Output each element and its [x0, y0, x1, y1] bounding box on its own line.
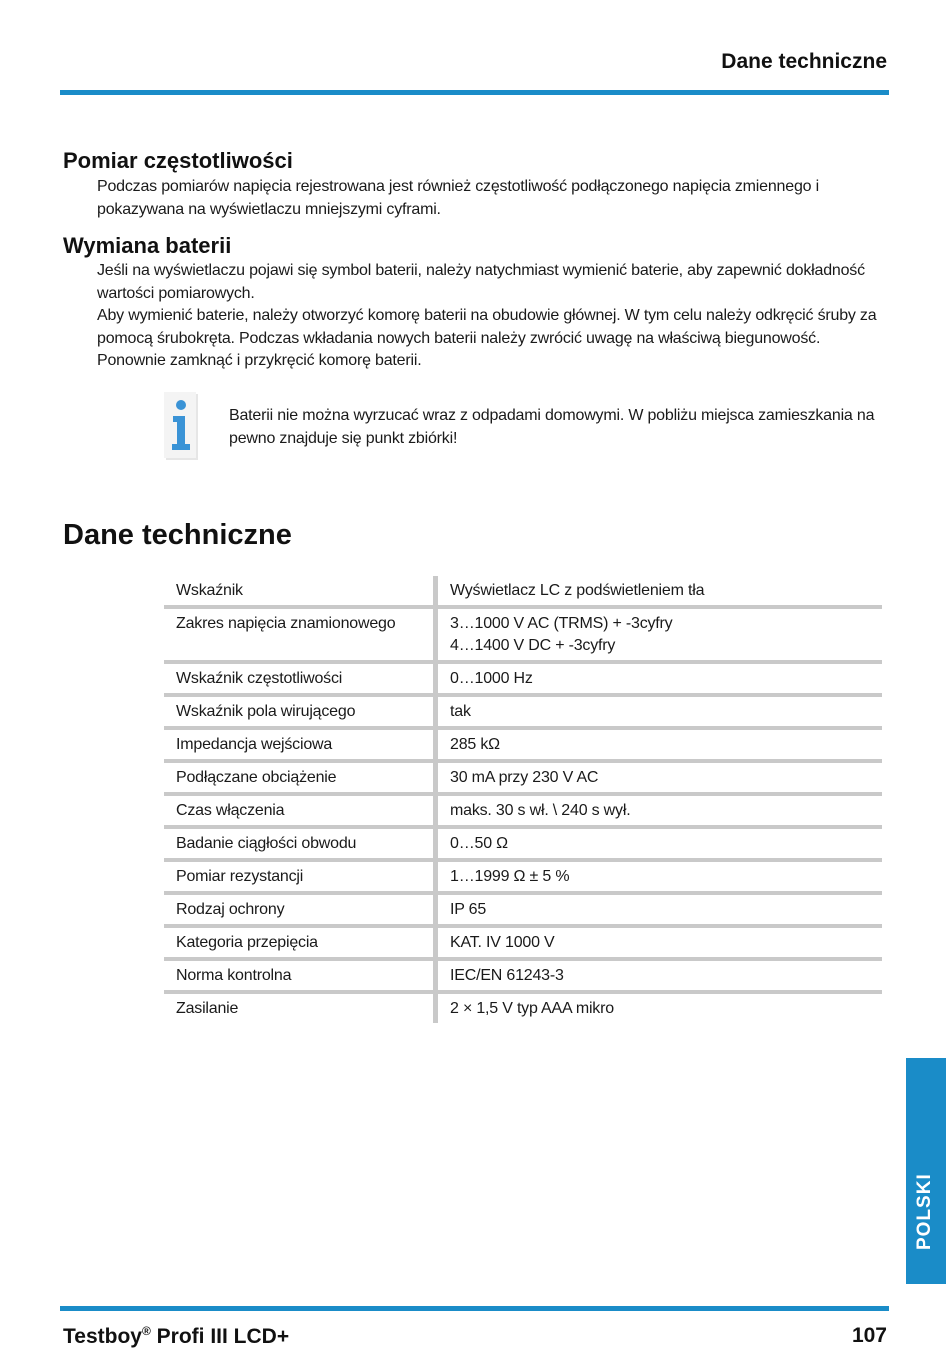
footer-rule	[60, 1306, 889, 1311]
footer-product	[63, 1324, 289, 1349]
info-icon	[162, 392, 200, 462]
table-row	[164, 607, 882, 662]
header-title: Dane techniczne	[721, 50, 887, 73]
frequency-paragraph	[97, 176, 887, 221]
table-row	[164, 926, 882, 959]
spec-label: Badanie ciągłości obwodu	[164, 827, 436, 860]
spec-value	[436, 607, 883, 662]
spec-value: KAT. IV 1000 V	[436, 926, 883, 959]
table-row	[164, 860, 882, 893]
table-row	[164, 827, 882, 860]
spec-value: 1…1999 Ω ± 5 %	[436, 860, 883, 893]
spec-value: 2 × 1,5 V typ AAA mikro	[450, 1000, 614, 1017]
table-row	[164, 695, 882, 728]
specs-heading: Dane techniczne	[63, 519, 292, 551]
table-row	[164, 992, 882, 1023]
spec-label: Wskaźnik pola wirującego	[164, 695, 436, 728]
table-row	[164, 794, 882, 827]
spec-label: Zakres napięcia znamionowego	[164, 607, 436, 662]
header-rule	[60, 90, 889, 95]
spec-label: Norma kontrolna	[164, 959, 436, 992]
language-tab	[906, 1058, 946, 1284]
spec-value: Wyświetlacz LC z podświetleniem tła	[436, 576, 883, 607]
registered-mark: ®	[141, 1324, 151, 1338]
product-model: Profi III LCD+	[150, 1325, 290, 1348]
spec-label: Podłączane obciążenie	[164, 761, 436, 794]
spec-label: Wskaźnik	[164, 576, 436, 607]
battery-paragraph	[97, 260, 887, 373]
spec-label: Czas włączenia	[164, 794, 436, 827]
spec-value: tak	[436, 695, 883, 728]
spec-value: 285 kΩ	[436, 728, 883, 761]
battery-text-2: Aby wymienić baterie, należy otworzyć komorę baterii na obudowie głównej. W tym celu należy odkręcić śruby za pomocą śrubokręta. Podczas wkładania nowych baterii należy zwrócić uwagę na właściwą biegunowość.	[97, 307, 877, 347]
spec-value: IP 65	[436, 893, 883, 926]
frequency-heading: Pomiar częstotliwości	[63, 148, 293, 173]
spec-value: maks. 30 s wł. \ 240 s wył.	[436, 794, 883, 827]
spec-value-ac: 3…1000 V AC (TRMS) + -3cyfry	[450, 615, 673, 632]
spec-value: 0…50 Ω	[436, 827, 883, 860]
spec-label: Pomiar rezystancji	[164, 860, 436, 893]
spec-label: Wskaźnik częstotliwości	[164, 662, 436, 695]
product-brand: Testboy	[63, 1325, 142, 1348]
frequency-text: Podczas pomiarów napięcia rejestrowana jest również częstotliwość podłączonego napięcia zmiennego i pokazywana na wyświetlaczu mniejszymi cyframi.	[97, 178, 819, 218]
table-row	[164, 576, 882, 607]
spec-label: Rodzaj ochrony	[164, 893, 436, 926]
battery-disposal-note: Baterii nie można wyrzucać wraz z odpadami domowymi. W pobliżu miejsca zamieszkania na pewno znajduje się punkt zbiórki!	[229, 407, 875, 447]
language-tab-label: POLSKI	[914, 1173, 935, 1250]
table-row	[164, 761, 882, 794]
spec-label: Kategoria przepięcia	[164, 926, 436, 959]
page-number: 107	[851, 1324, 887, 1347]
battery-text-3: Ponownie zamknąć i przykręcić komorę baterii.	[97, 352, 422, 369]
spec-label: Zasilanie	[164, 992, 436, 1023]
table-row	[164, 662, 882, 695]
battery-text-1: Jeśli na wyświetlaczu pojawi się symbol baterii, należy natychmiast wymienić baterie, aby zapewnić dokładność wartości pomiarowych.	[97, 262, 865, 302]
table-row	[164, 959, 882, 992]
spec-label: Impedancja wejściowa	[164, 728, 436, 761]
spec-value: 0…1000 Hz	[436, 662, 883, 695]
spec-value-dc: 4…1400 V DC + -3cyfry	[450, 637, 616, 654]
specs-table	[164, 576, 882, 1023]
table-row	[164, 893, 882, 926]
battery-heading: Wymiana baterii	[63, 233, 232, 258]
table-row	[164, 728, 882, 761]
spec-value: 30 mA przy 230 V AC	[436, 761, 883, 794]
spec-value: IEC/EN 61243-3	[436, 959, 883, 992]
